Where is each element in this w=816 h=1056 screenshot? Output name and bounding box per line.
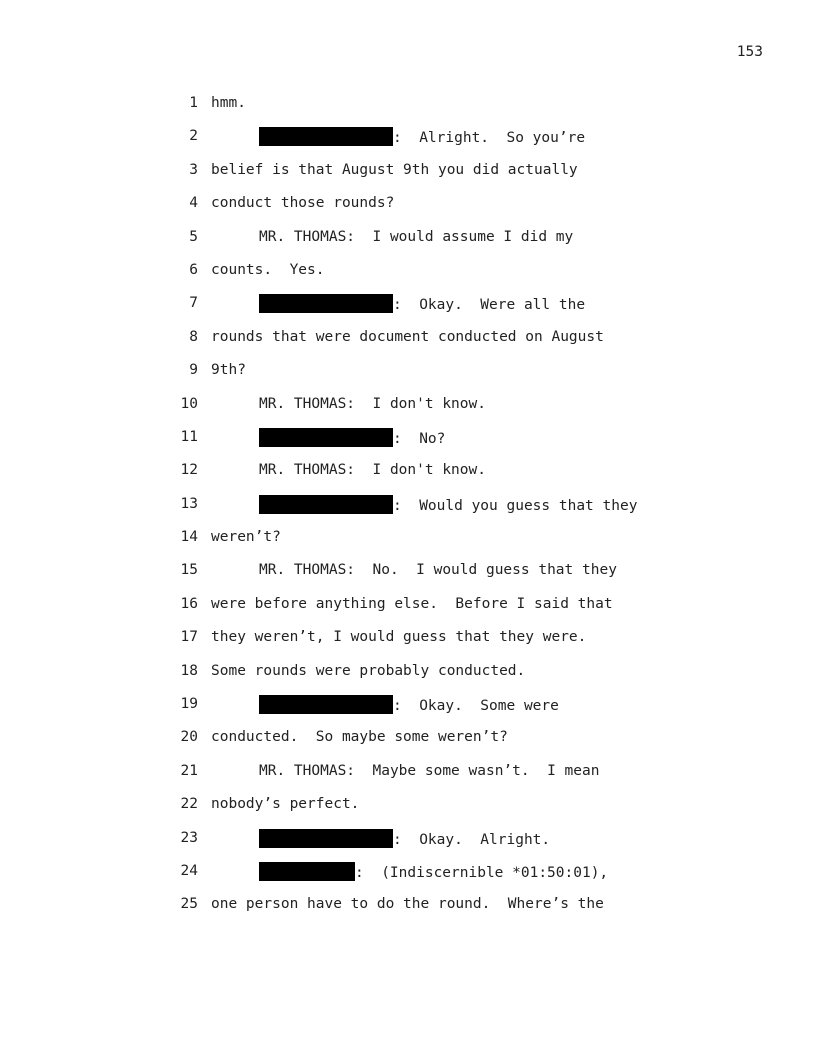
transcript-line [0, 895, 816, 928]
redacted-speaker-name [259, 495, 393, 514]
line-text: : (Indiscernible *01:50:01), [355, 864, 609, 881]
line-number: 16 [180, 595, 198, 612]
line-number: 7 [189, 295, 198, 312]
transcript-line [0, 728, 816, 761]
line-number: 9 [189, 362, 198, 379]
line-number: 1 [189, 95, 198, 111]
line-number: 4 [189, 195, 198, 212]
line-text: MR. THOMAS: Maybe some wasn’t. I mean [259, 762, 600, 779]
transcript-line [0, 695, 816, 728]
line-text: : Alright. So you’re [393, 130, 586, 147]
redacted-speaker-name [259, 428, 393, 447]
page-number: 153 [736, 44, 763, 60]
transcript-line [0, 495, 816, 528]
line-number: 2 [189, 128, 198, 145]
line-number: 21 [180, 762, 198, 779]
redacted-speaker-name [259, 127, 393, 146]
transcript-line [0, 829, 816, 862]
redacted-speaker-name [259, 862, 355, 881]
line-number: 25 [180, 896, 198, 913]
line-text: Some rounds were probably conducted. [211, 662, 526, 679]
line-number: 17 [180, 629, 198, 646]
line-text: they weren’t, I would guess that they were. [211, 629, 587, 646]
transcript-line [0, 662, 816, 695]
line-text: hmm. [211, 95, 246, 111]
line-text: MR. THOMAS: I don't know. [259, 395, 486, 412]
line-text: 9th? [211, 362, 246, 379]
redacted-speaker-name [259, 294, 393, 313]
line-text: MR. THOMAS: No. I would guess that they [259, 562, 617, 579]
transcript-line [0, 94, 816, 127]
line-text: belief is that August 9th you did actually [211, 161, 578, 178]
transcript-line [0, 595, 816, 628]
line-content [259, 862, 608, 882]
line-number: 12 [180, 462, 198, 479]
line-number: 24 [180, 862, 198, 879]
line-text: counts. Yes. [211, 261, 325, 278]
line-text: one person have to do the round. Where’s the [211, 896, 604, 913]
line-content [259, 695, 559, 715]
line-text: nobody’s perfect. [211, 796, 360, 813]
transcript-line [0, 628, 816, 661]
line-text: : Okay. Alright. [393, 831, 551, 848]
transcript-line [0, 795, 816, 828]
line-number: 11 [180, 428, 198, 445]
line-text: : Okay. Were all the [393, 297, 586, 314]
transcript-line [0, 194, 816, 227]
line-content [259, 829, 550, 849]
transcript-line [0, 528, 816, 561]
transcript-line [0, 428, 816, 461]
line-number: 20 [180, 729, 198, 746]
line-number: 19 [180, 696, 198, 713]
transcript-line [0, 762, 816, 795]
transcript-line [0, 161, 816, 194]
transcript-line [0, 294, 816, 327]
transcript-body [0, 94, 816, 929]
line-content [259, 294, 585, 314]
line-text: conduct those rounds? [211, 195, 395, 212]
transcript-line [0, 561, 816, 594]
line-text: : No? [393, 430, 446, 447]
line-content [259, 495, 637, 515]
line-text: rounds that were document conducted on August [211, 328, 604, 345]
transcript-line [0, 328, 816, 361]
line-text: : Would you guess that they [393, 497, 638, 514]
line-text: weren’t? [211, 529, 281, 546]
line-number: 15 [180, 562, 198, 579]
transcript-line [0, 395, 816, 428]
line-number: 3 [189, 161, 198, 178]
line-number: 8 [189, 328, 198, 345]
transcript-line [0, 862, 816, 895]
line-text: MR. THOMAS: I would assume I did my [259, 228, 574, 245]
line-number: 10 [180, 395, 198, 412]
line-content [259, 127, 585, 147]
redacted-speaker-name [259, 695, 393, 714]
line-number: 14 [180, 529, 198, 546]
line-text: : Okay. Some were [393, 698, 559, 715]
line-text: were before anything else. Before I said that [211, 595, 613, 612]
transcript-line [0, 261, 816, 294]
line-number: 23 [180, 829, 198, 846]
transcript-line [0, 228, 816, 261]
line-number: 5 [189, 228, 198, 245]
line-text: conducted. So maybe some weren’t? [211, 729, 508, 746]
line-number: 22 [180, 796, 198, 813]
transcript-line [0, 461, 816, 494]
line-number: 18 [180, 662, 198, 679]
redacted-speaker-name [259, 829, 393, 848]
transcript-line [0, 361, 816, 394]
line-content [259, 428, 445, 448]
transcript-line [0, 127, 816, 160]
line-number: 13 [180, 495, 198, 512]
line-number: 6 [189, 261, 198, 278]
line-text: MR. THOMAS: I don't know. [259, 462, 486, 479]
